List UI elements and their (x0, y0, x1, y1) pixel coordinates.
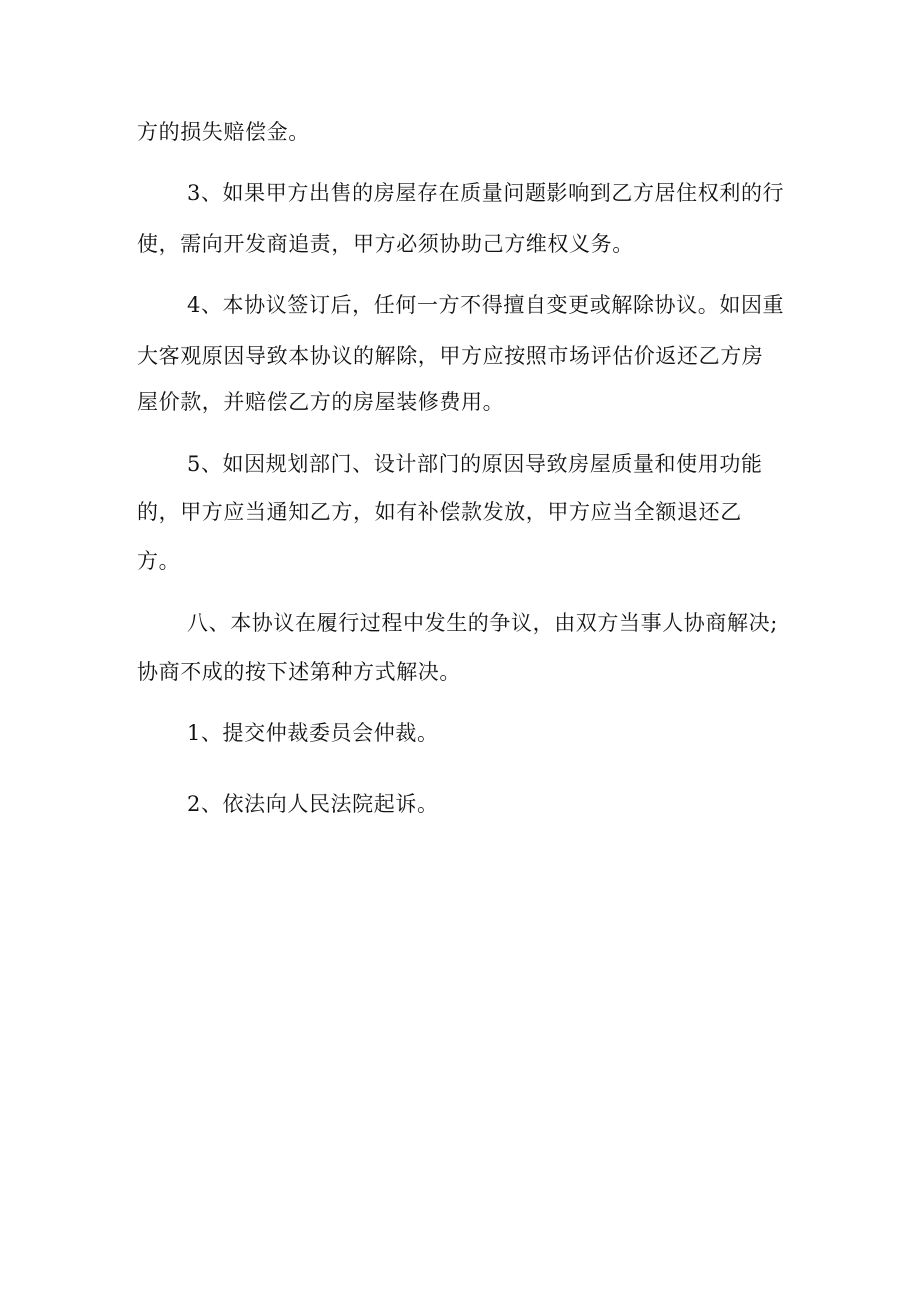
option-1-line: 1、提交仲裁委员会仲裁。 (187, 721, 439, 745)
section-8-line-2: 协商不成的按下述第种方式解决。 (137, 660, 461, 684)
section-8-line-1: 八、本协议在履行过程中发生的争议，由双方当事人协商解决; (187, 611, 778, 635)
clause-4-line-1: 4、本协议签订后，任何一方不得擅自变更或解除协议。如因重 (187, 293, 785, 317)
option-2-line: 2、依法向人民法院起诉。 (187, 792, 439, 816)
clause-5-line-3: 方。 (137, 549, 181, 573)
clause-5-line-1: 5、如因规划部门、设计部门的原因导致房屋质量和使用功能 (187, 452, 763, 476)
clause-5-line-2: 的，甲方应当通知乙方，如有补偿款发放，甲方应当全额退还乙 (137, 500, 742, 524)
clause-3-line-2: 使，需向开发商追责，甲方必须协助己方维权义务。 (137, 232, 634, 256)
paragraph-continuation-line-1: 方的损失赔偿金。 (137, 120, 310, 144)
clause-4-line-2: 大客观原因导致本协议的解除，甲方应按照市场评估价返还乙方房 (137, 344, 764, 368)
clause-3-line-1: 3、如果甲方出售的房屋存在质量问题影响到乙方居住权利的行 (187, 181, 785, 205)
clause-4-line-3: 屋价款，并赔偿乙方的房屋装修费用。 (137, 390, 505, 414)
